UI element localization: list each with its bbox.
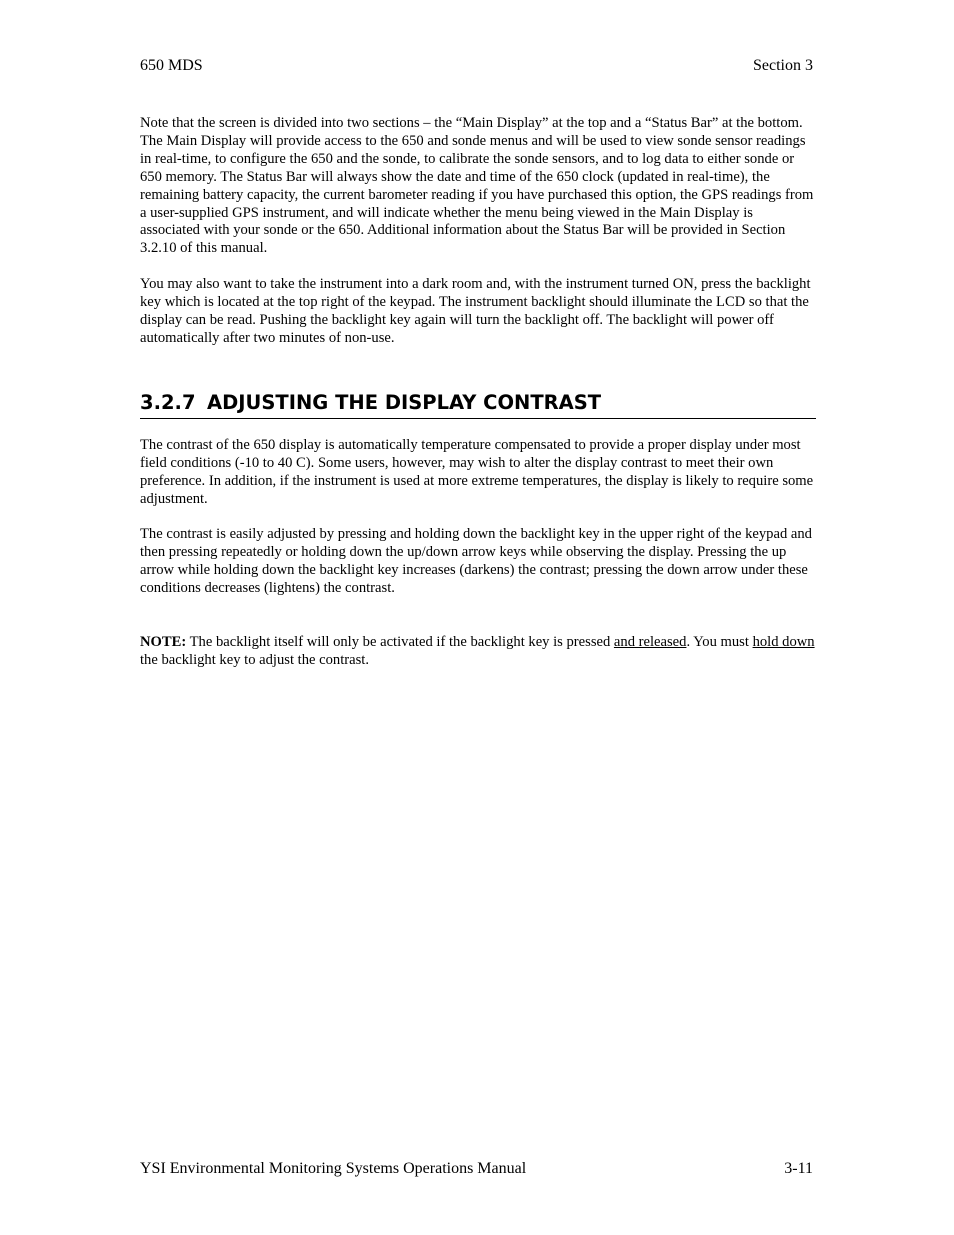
running-header-title: 650 MDS	[140, 57, 203, 74]
section-number: 3.2.7	[140, 391, 196, 414]
paragraph-backlight: You may also want to take the instrument into a dark room and, with the instrument turned ON, press the backlight key which is located at the top right of the keypad. The instrument backlight should illuminate the LCD so that the display can be read. Pushing the backlight key again will turn the backlight off. The backlight will power off automatically after two minutes of non-use.	[140, 276, 811, 346]
page-number: 3-11	[784, 1160, 813, 1177]
note-paragraph	[140, 634, 816, 670]
note-text: . You must	[686, 634, 753, 650]
note-text: the backlight key to adjust the contrast.	[140, 651, 369, 668]
paragraph-contrast-intro: The contrast of the 650 display is automatically temperature compensated to provide a proper display under most field conditions (-10 to 40 C). Some users, however, may wish to alter the display contrast to meet their own preference. In addition, if the instrument is used at more extreme temperatures, the display is likely to require some adjustment.	[140, 437, 814, 507]
note-label: NOTE:	[140, 634, 187, 650]
note-underlined-phrase: and released	[613, 634, 687, 650]
section-title: ADJUSTING THE DISPLAY CONTRAST	[207, 391, 602, 414]
section-heading	[140, 390, 816, 419]
running-header-section: Section 3	[753, 57, 813, 74]
note-underlined-phrase: hold down	[752, 634, 815, 650]
running-footer-title: YSI Environmental Monitoring Systems Operations Manual	[140, 1160, 527, 1177]
paragraph-contrast-adjust: The contrast is easily adjusted by pressing and holding down the backlight key in the upper right of the keypad and then pressing repeatedly or holding down the up/down arrow keys while observing the display. Pressing the up arrow while holding down the backlight key increases (darkens) the contrast; pressing the down arrow under these conditions decreases (lightens) the contrast.	[140, 526, 812, 596]
paragraph-screen-sections: Note that the screen is divided into two sections – the “Main Display” at the top and a “Status Bar” at the bottom. The Main Display will provide access to the 650 and sonde menus and will be used to view sonde sensor readings in real-time, to configure the 650 and the sonde, to calibrate the sonde sensors, and to log data to either sonde or 650 memory. The Status Bar will always show the date and time of the 650 clock (updated in real-time), the remaining battery capacity, the current barometer reading if you have purchased this option, the GPS readings from a user-supplied GPS instrument, and will indicate whether the menu being viewed in the Main Display is associated with your sonde or the 650. Additional information about the Status Bar will be provided in Section 3.2.10 of this manual.	[140, 115, 814, 257]
note-text: The backlight itself will only be activated if the backlight key is pressed	[186, 634, 614, 650]
